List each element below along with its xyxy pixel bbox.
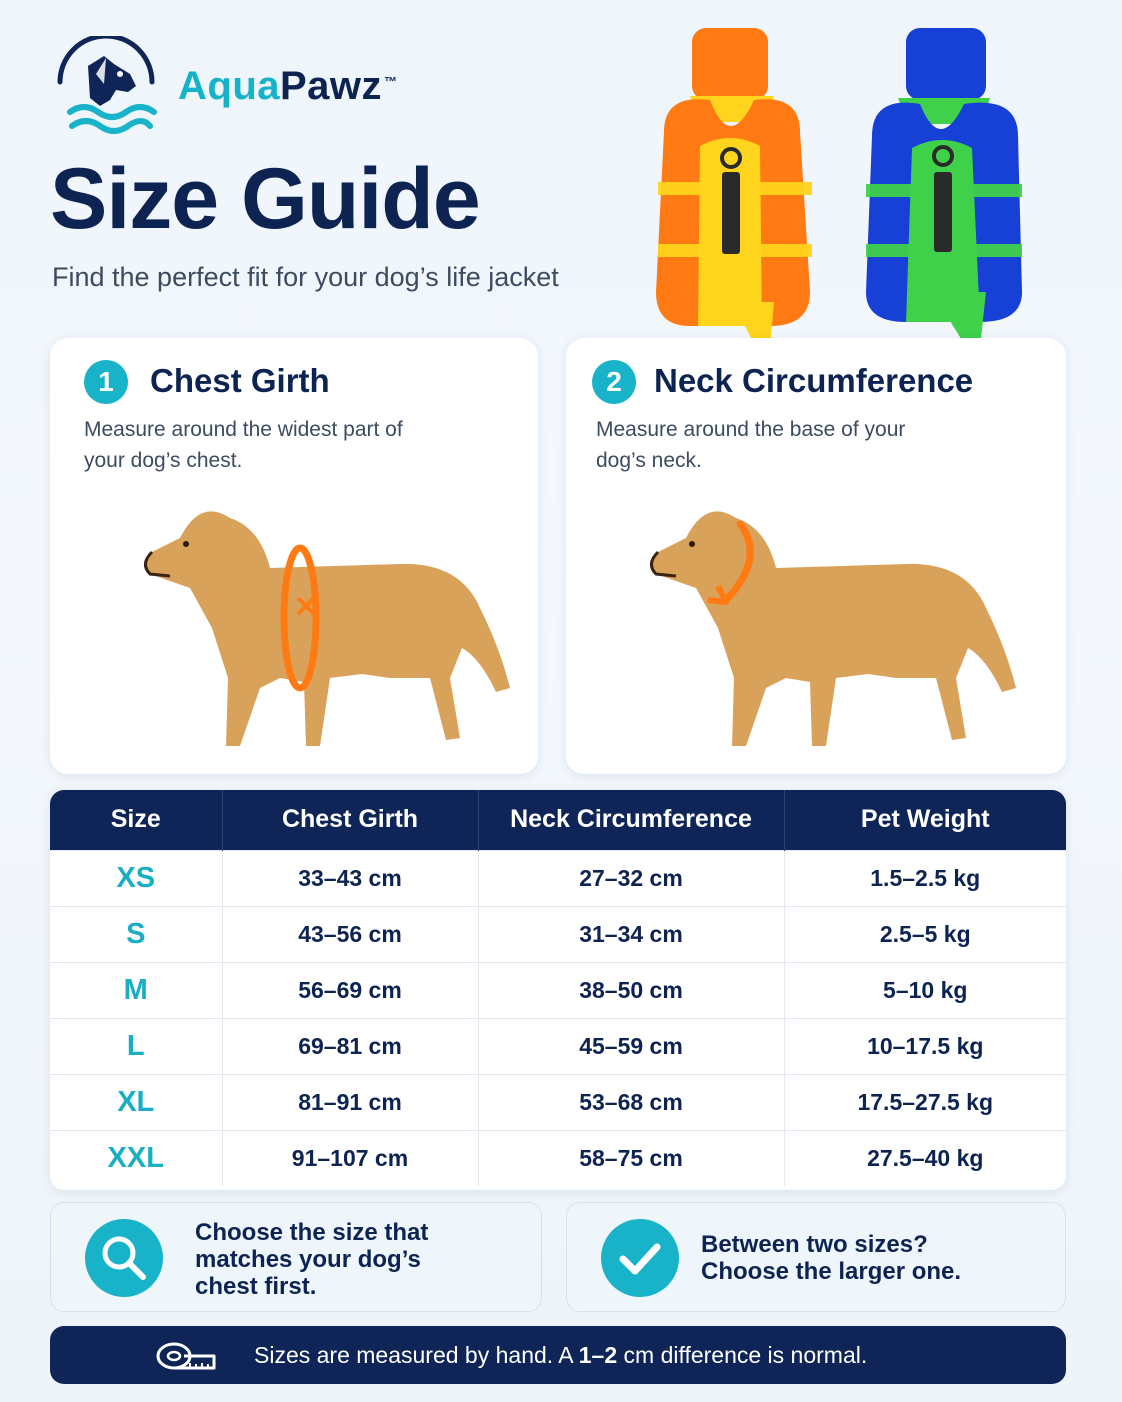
tip-line: matches your dog’s: [195, 1246, 421, 1273]
magnifier-icon: [85, 1219, 163, 1297]
table-row: [50, 1130, 1066, 1186]
tip-line: Choose the size that: [195, 1219, 429, 1246]
chest-cell: 56–69 cm: [222, 962, 478, 1018]
table-header-row: [50, 790, 1066, 850]
weight-cell: 10–17.5 kg: [784, 1018, 1066, 1074]
footer-text-bold: 1–2: [578, 1342, 618, 1368]
neck-cell: 53–68 cm: [478, 1074, 784, 1130]
tip-text: [195, 1219, 428, 1300]
tip-line: Choose the larger one.: [701, 1258, 962, 1285]
weight-cell: 27.5–40 kg: [784, 1130, 1066, 1186]
neck-cell: 38–50 cm: [478, 962, 784, 1018]
life-jackets-illustration: [650, 22, 1030, 372]
neck-cell: 27–32 cm: [478, 850, 784, 906]
chest-cell: 81–91 cm: [222, 1074, 478, 1130]
measuring-tape-icon: [154, 1334, 218, 1378]
chest-cell: 43–56 cm: [222, 906, 478, 962]
size-cell: XS: [50, 850, 222, 906]
table-row: [50, 850, 1066, 906]
step-number-badge: 1: [84, 360, 128, 404]
brand-name: [178, 64, 398, 109]
brand-name-aqua: Aqua: [178, 64, 280, 108]
table-row: [50, 962, 1066, 1018]
header-size: Size: [50, 790, 222, 850]
size-cell: XXL: [50, 1130, 222, 1186]
blue-life-jacket: [866, 28, 1022, 366]
neck-cell: 31–34 cm: [478, 906, 784, 962]
tip-between-sizes: [566, 1202, 1066, 1312]
dog-neck-measure-illustration: [606, 478, 1026, 768]
weight-cell: 5–10 kg: [784, 962, 1066, 1018]
footer-note: [50, 1326, 1066, 1384]
size-cell: S: [50, 906, 222, 962]
chest-cell: 69–81 cm: [222, 1018, 478, 1074]
weight-cell: 1.5–2.5 kg: [784, 850, 1066, 906]
dog-chest-measure-illustration: [100, 478, 520, 768]
card-title: Chest Girth: [150, 362, 330, 399]
brand-name-pawz: Pawz: [280, 64, 383, 108]
footer-text-part: Sizes are measured by hand. A: [254, 1342, 579, 1368]
size-cell: M: [50, 962, 222, 1018]
tip-line: Between two sizes?: [701, 1231, 928, 1258]
card-description: Measure around the widest part of your dog’s chest.: [84, 418, 403, 472]
trademark-mark: ™: [384, 74, 398, 89]
neck-cell: 45–59 cm: [478, 1018, 784, 1074]
page-subtitle: Find the perfect fit for your dog’s life jacket: [52, 262, 559, 292]
chest-cell: 33–43 cm: [222, 850, 478, 906]
chest-cell: 91–107 cm: [222, 1130, 478, 1186]
card-title: Neck Circumference: [654, 362, 974, 399]
chest-girth-card: [50, 338, 538, 774]
header-chest-girth: Chest Girth: [222, 790, 478, 850]
table-row: [50, 906, 1066, 962]
step-number-badge: 2: [592, 360, 636, 404]
size-cell: L: [50, 1018, 222, 1074]
size-table: [50, 790, 1066, 1190]
header-neck-circumference: Neck Circumference: [478, 790, 784, 850]
neck-circumference-card: [566, 338, 1066, 774]
tip-line: chest first.: [195, 1273, 317, 1300]
weight-cell: 2.5–5 kg: [784, 906, 1066, 962]
table-row: [50, 1018, 1066, 1074]
page-title: Size Guide: [50, 151, 480, 247]
tip-text: [701, 1231, 961, 1285]
card-description: Measure around the base of your dog’s neck.: [596, 418, 906, 472]
size-cell: XL: [50, 1074, 222, 1130]
neck-cell: 58–75 cm: [478, 1130, 784, 1186]
header-pet-weight: Pet Weight: [784, 790, 1066, 850]
aquapawz-logo: [50, 36, 162, 136]
footer-text-part: cm difference is normal.: [617, 1342, 868, 1368]
weight-cell: 17.5–27.5 kg: [784, 1074, 1066, 1130]
tip-chest-first: [50, 1202, 542, 1312]
orange-life-jacket: [656, 28, 812, 370]
footer-text: [254, 1342, 867, 1369]
table-row: [50, 1074, 1066, 1130]
check-icon: [601, 1219, 679, 1297]
